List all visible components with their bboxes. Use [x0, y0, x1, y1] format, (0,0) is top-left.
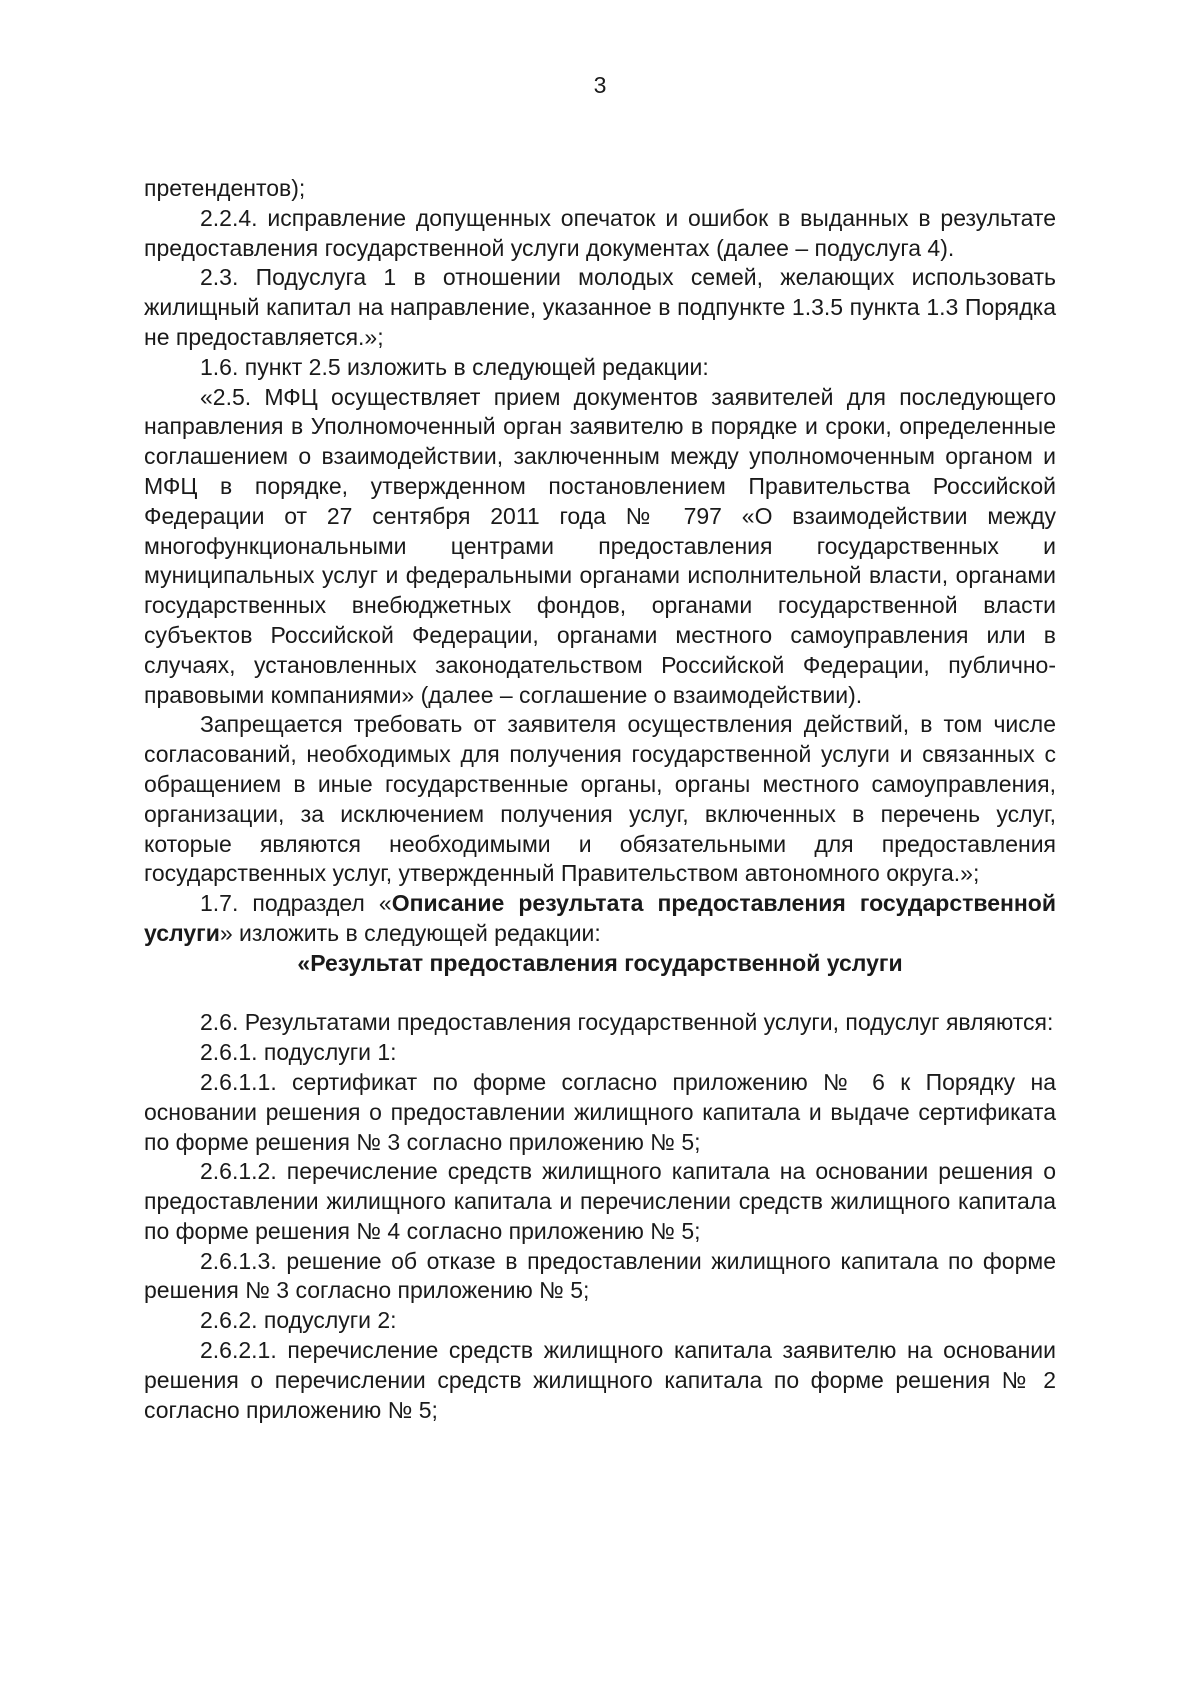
paragraph: 2.3. Подуслуга 1 в отношении молодых семей, желающих использовать жилищный капитал на направление, указанное в подпункте 1.3.5 пункта 1.3 Порядка не предоставляется.»; — [144, 264, 1056, 350]
blank-line — [144, 979, 1056, 1009]
paragraph: 2.6.1.1. сертификат по форме согласно приложению № 6 к Порядку на основании решения о предоставлении жилищного капитала и выдаче сертификата по форме решения № 3 согласно приложению № 5; — [144, 1068, 1056, 1155]
section-heading: «Результат предоставления государственной услуги — [297, 949, 903, 976]
paragraph: «2.5. МФЦ осуществляет прием документов заявителей для последующего направления в Уполномоченный орган заявителю в порядке и сроки, определенные соглашением о взаимодействии, заключенным между уполномоченным органом и МФЦ в порядке, утвержденном постановлением Правительства Российской Федерации от 27 сентября 2011 года № 797 «О взаимодействии между многофункциональными центрами предоставления государственных и муниципальных услуг и федеральными органами исполнительной власти, органами государственных внебюджетных фондов, органами государственной власти субъектов Российской Федерации, органами местного самоуправления или в случаях, установленных законодательством Российской Федерации, публично-правовыми компаниями» (далее – соглашение о взаимодействии). — [144, 383, 1056, 708]
paragraph: Запрещается требовать от заявителя осуществления действий, в том числе согласований, необходимых для получения государственной услуги и связанных с обращением в иные государственные органы, органы местного самоуправления, организации, за исключением получения услуг, включенных в перечень услуг, которые являются необходимыми и обязательными для предоставления государственных услуг, утвержденный Правительством автономного округа.»; — [144, 711, 1056, 887]
text-run: » изложить в следующей редакции: — [219, 919, 601, 946]
text-run: 1.7. подраздел « — [200, 890, 392, 917]
paragraph: 2.6.1.2. перечисление средств жилищного капитала на основании решения о предоставлении жилищного капитала и перечислении средств жилищного капитала по форме решения № 4 согласно приложению № 5; — [144, 1158, 1056, 1244]
page-number: 3 — [593, 72, 607, 98]
paragraph: 2.2.4. исправление допущенных опечаток и ошибок в выданных в результате предоставления государственной услуги документах (далее – подуслуга 4). — [144, 204, 1056, 261]
paragraph: 2.6.1.3. решение об отказе в предоставлении жилищного капитала по форме решения № 3 согласно приложению № 5; — [144, 1247, 1056, 1304]
paragraph: претендентов); — [144, 175, 306, 201]
bold-text-run: Описание результата предоставления государственной услуги — [144, 890, 1056, 946]
paragraph: 2.6.2.1. перечисление средств жилищного капитала заявителю на основании решения о перечислении средств жилищного капитала по форме решения № 2 согласно приложению № 5; — [144, 1337, 1056, 1423]
paragraph: 2.6.2. подуслуги 2: — [200, 1307, 397, 1334]
document-body — [144, 174, 1056, 1425]
paragraph-mixed — [144, 889, 1056, 949]
paragraph: 2.6. Результатами предоставления государственной услуги, подуслуг являются: — [200, 1009, 1054, 1036]
paragraph: 2.6.1. подуслуги 1: — [200, 1039, 397, 1066]
paragraph: 1.6. пункт 2.5 изложить в следующей редакции: — [200, 353, 709, 380]
